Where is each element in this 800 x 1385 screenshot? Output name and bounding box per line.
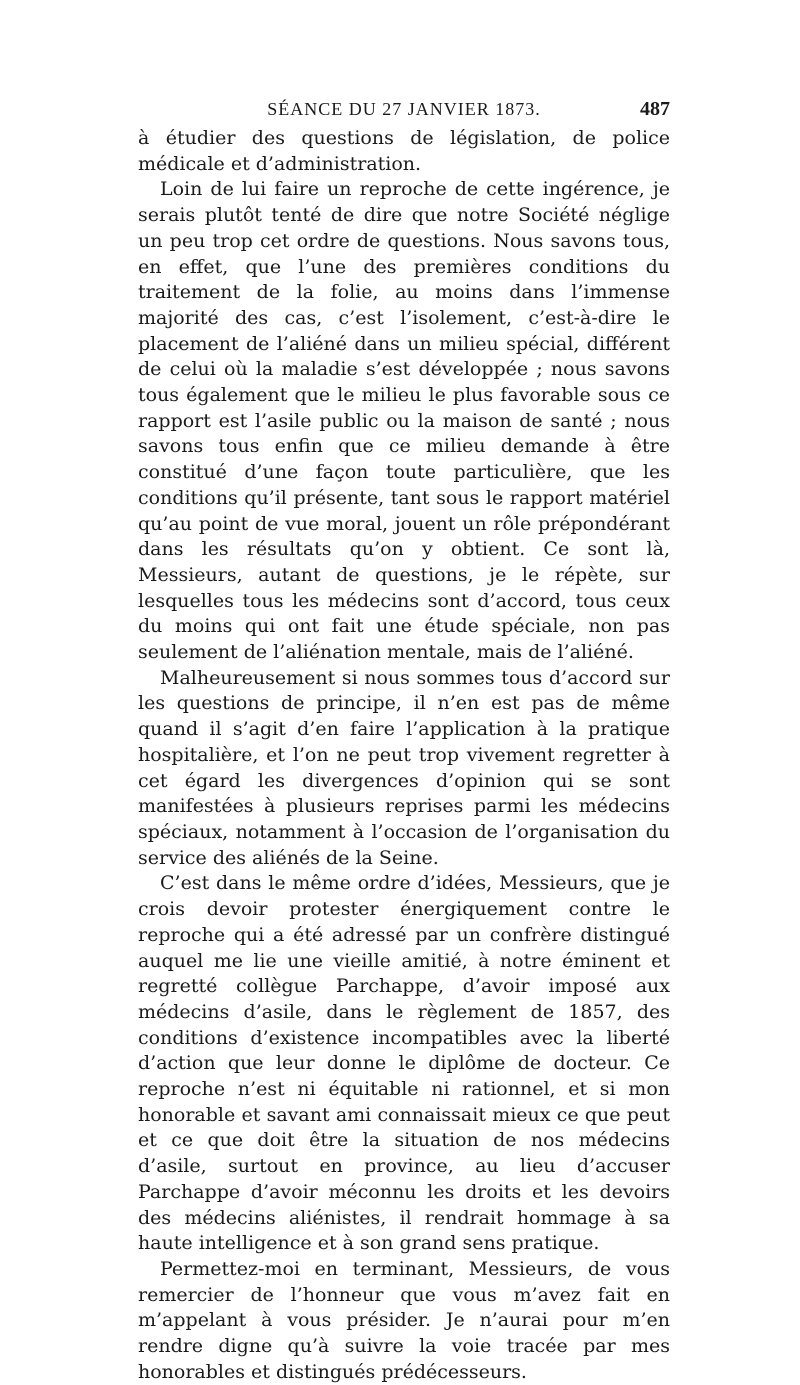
paragraph-continuation: à étudier des questions de législation, de police médicale et d’administration. (138, 127, 670, 175)
running-head (138, 96, 670, 122)
paragraph: C’est dans le même ordre d’idées, Messieurs, que je crois devoir protester énergiquement contre le reproche qui a été adressé par un confrère distingué auquel me lie une vieille amitié, à notre éminent et regretté collègue Parchappe, d’avoir imposé aux médecins d’asile, dans le règlement de 1857, des conditions d’existence incompatibles avec la liberté d’action que leur donne le diplôme de docteur. Ce reproche n’est ni équitable ni rationnel, et si mon honorable et savant ami connaissait mieux ce que peut et ce que doit être la situation de nos médecins d’asile, surtout en province, au lieu d’accuser Parchappe d’avoir méconnu les droits et les devoirs des médecins aliénistes, il rendrait hommage à sa haute intelligence et à son grand sens pratique. (138, 872, 670, 1255)
page-number: 487 (640, 98, 670, 120)
body-text (138, 126, 670, 1385)
paragraph: Permettez-moi en terminant, Messieurs, de vous remercier de l’honneur que vous m’avez fait en m’appelant à vous présider. Je n’aurai pour m’en rendre digne qu’à suivre la voie tracée par mes honorables et distingués prédécesseurs. (138, 1257, 670, 1383)
paragraph: Malheureusement si nous sommes tous d’accord sur les questions de principe, il n’en est pas de même quand il s’agit d’en faire l’application à la pratique hospitalière, et l’on ne peut trop vivement regretter à cet égard les divergences d’opinion qui se sont manifestées à plusieurs reprises parmi les médecins spéciaux, notamment à l’occasion de l’organisation du service des aliénés de la Seine. (138, 666, 670, 869)
running-title: SÉANCE DU 27 JANVIER 1873. (267, 99, 541, 119)
paragraph: Loin de lui faire un reproche de cette ingérence, je serais plutôt tenté de dire que notre Société néglige un peu trop cet ordre de questions. Nous savons tous, en effet, que l’une des premières conditions du traitement de la folie, au moins dans l’immense majorité des cas, c’est l’isolement, c’est-à-dire le placement de l’aliéné dans un milieu spécial, différent de celui où la maladie s’est développée ; nous savons tous également que le milieu le plus favorable sous ce rapport est l’asile public ou la maison de santé ; nous savons tous enfin que ce milieu demande à être constitué d’une façon toute particulière, que les conditions qu’il présente, tant sous le rapport matériel qu’au point de vue moral, jouent un rôle prépondérant dans les résultats qu’on y obtient. Ce sont là, Messieurs, autant de questions, je le répète, sur lesquelles tous les médecins sont d’accord, tous ceux du moins qui ont fait une étude spéciale, non pas seulement de l’aliénation mentale, mais de l’aliéné. (138, 178, 670, 664)
